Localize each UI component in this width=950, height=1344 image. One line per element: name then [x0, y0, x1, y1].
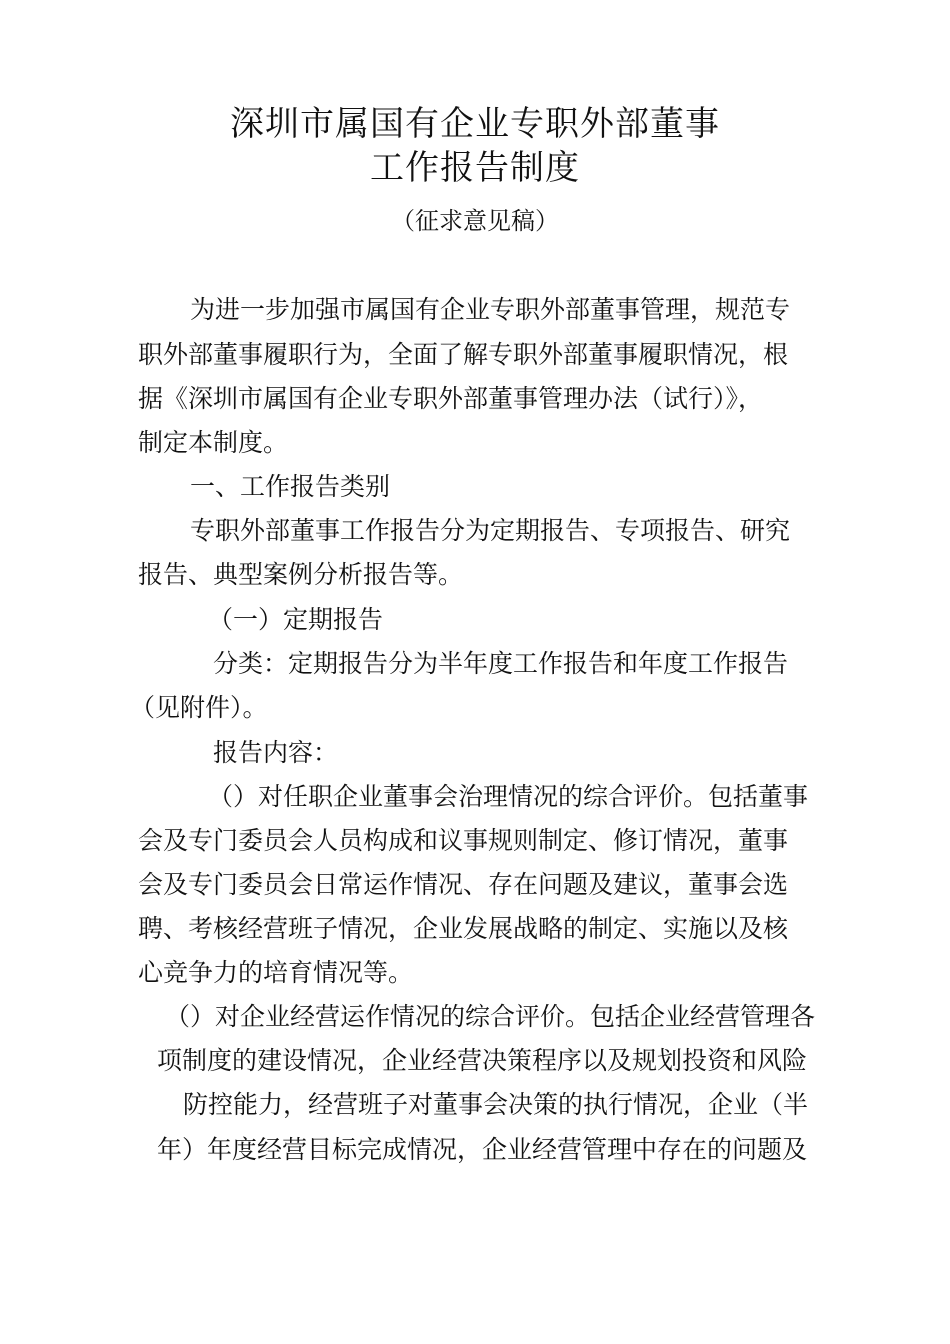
document-title-line-2: 工作报告制度	[370, 148, 580, 188]
paragraph-line: 据《深圳市属国有企业专职外部董事管理办法（试行）》，	[138, 384, 764, 413]
paragraph-line: 职外部董事履职行为，全面了解专职外部董事履职情况，根	[138, 340, 789, 369]
paragraph-line: 为进一步加强市属国有企业专职外部董事管理，规范专	[190, 295, 791, 324]
paragraph-line: 会及专门委员会日常运作情况、存在问题及建议，董事会选	[138, 870, 789, 899]
section-heading: 一、工作报告类别	[190, 472, 391, 501]
paragraph-line: 专职外部董事工作报告分为定期报告、专项报告、研究	[190, 516, 791, 545]
paragraph-line: 会及专门委员会人员构成和议事规则制定、修订情况，董事	[138, 826, 789, 855]
paragraph-line: 制定本制度。	[138, 428, 289, 457]
paragraph-line: 防控能力，经营班子对董事会决策的执行情况，企业（半	[183, 1090, 809, 1119]
paragraph-line: 报告内容：	[213, 738, 339, 767]
paragraph-line: 聘、考核经营班子情况，企业发展战略的制定、实施以及核	[138, 914, 789, 943]
paragraph-line: （）对企业经营运作情况的综合评价。包括企业经营管理各	[165, 1002, 816, 1031]
subsection-heading: （一）定期报告	[208, 605, 384, 634]
document-title-line-1: 深圳市属国有企业专职外部董事	[230, 104, 720, 144]
paragraph-line: （见附件）。	[130, 693, 268, 722]
document-subtitle: （征求意见稿）	[391, 207, 559, 235]
paragraph-line: （）对任职企业董事会治理情况的综合评价。包括董事	[208, 782, 809, 811]
paragraph-line: 心竞争力的培育情况等。	[138, 958, 414, 987]
paragraph-line: 报告、典型案例分析报告等。	[138, 560, 464, 589]
paragraph-line: 分类：定期报告分为半年度工作报告和年度工作报告	[213, 649, 789, 678]
paragraph-line: 项制度的建设情况，企业经营决策程序以及规划投资和风险	[157, 1046, 808, 1075]
paragraph-line: 年）年度经营目标完成情况，企业经营管理中存在的问题及	[157, 1135, 808, 1164]
